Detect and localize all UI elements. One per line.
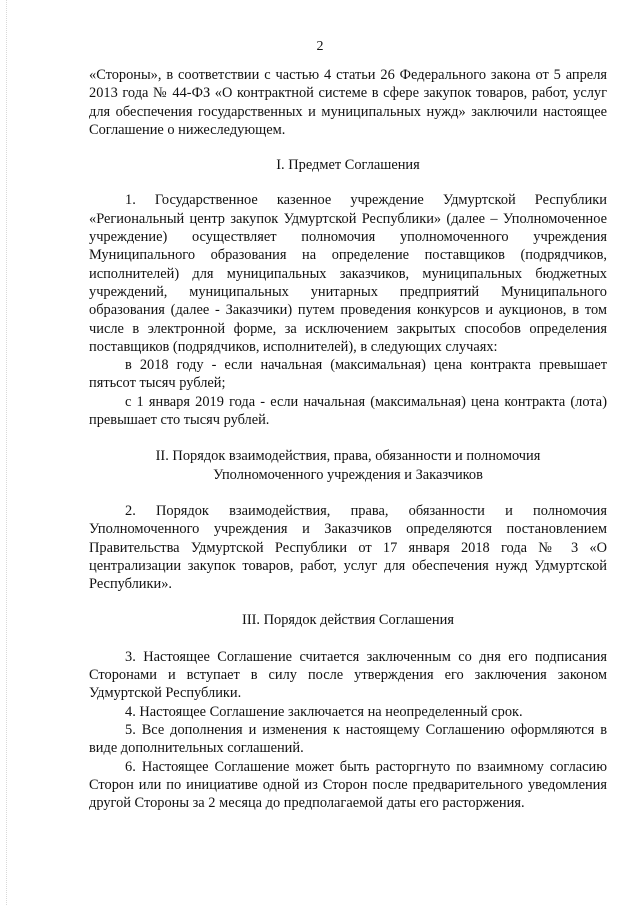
clause-5-paragraph: 5. Все дополнения и изменения к настоящему Соглашению оформляются в виде дополнительных соглашений.	[89, 721, 607, 757]
clause-1-case-2018: в 2018 году - если начальная (максимальная) цена контракта превышает пятьсот тысяч рублей;	[89, 357, 607, 392]
section-heading-validity	[89, 611, 607, 629]
intro-paragraph: «Стороны», в соответствии с частью 4 статьи 26 Федерального закона от 5 апреля 2013 года № 44-ФЗ «О контрактной системе в сфере закупок товаров, работ, услуг для обеспечения государственных и муниципальных нужд» заключили настоящее Соглашение о нижеследующем.	[89, 67, 607, 138]
clause-2-paragraph: 2. Порядок взаимодействия, права, обязанности и полномочия Уполномоченного учреждения и Заказчиков определяются постановлением Правительства Удмуртской Республики от 17 января 2018 года № 3 «О централизации закупок товаров, работ, услуг для обеспечения нужд Удмуртской Республики».	[89, 502, 607, 593]
clause-6-paragraph: 6. Настоящее Соглашение может быть расторгнуто по взаимному согласию Сторон или по инициативе одной из Сторон после предварительного уведомления другой Стороны за 2 месяца до предполагаемой даты его расторжения.	[89, 758, 607, 812]
section-heading-line: III. Порядок действия Соглашения	[242, 612, 454, 629]
document-body	[89, 66, 607, 812]
clause-1-case-2019: с 1 января 2019 года - если начальная (максимальная) цена контракта (лота) превышает сто тысяч рублей.	[89, 393, 607, 429]
section-heading-subject	[89, 156, 607, 174]
clause-3-paragraph: 3. Настоящее Соглашение считается заключенным со дня его подписания Сторонами и вступает в силу после утверждения его заключения законом Удмуртской Республики.	[89, 648, 607, 702]
section-heading-line: Уполномоченного учреждения и Заказчиков	[213, 466, 483, 483]
page-number: 2	[316, 39, 324, 54]
section-heading-interaction	[89, 447, 607, 484]
clause-1-paragraph: 1. Государственное казенное учреждение Удмуртской Республики «Региональный центр закупок Удмуртской Республики» (далее – Уполномоченное учреждение) осуществляет полномочия уполномоченного учреждения Муниципального образования на определение поставщиков (подрядчиков, исполнителей) для муниципальных заказчиков, муниципальных бюджетных учреждений, муниципальных унитарных предприятий Муниципального образования (далее - Заказчики) путем проведения конкурсов и аукционов, в том числе в электронной форме, за исключением закрытых способов определения поставщиков (подрядчиков, исполнителей), в следующих случаях:	[89, 192, 607, 355]
section-heading-line: I. Предмет Соглашения	[276, 157, 420, 174]
scan-edge-artifact	[6, 0, 8, 905]
section-heading-line: II. Порядок взаимодействия, права, обязанности и полномочия	[155, 448, 541, 465]
clause-4-paragraph: 4. Настоящее Соглашение заключается на неопределенный срок.	[125, 703, 523, 720]
